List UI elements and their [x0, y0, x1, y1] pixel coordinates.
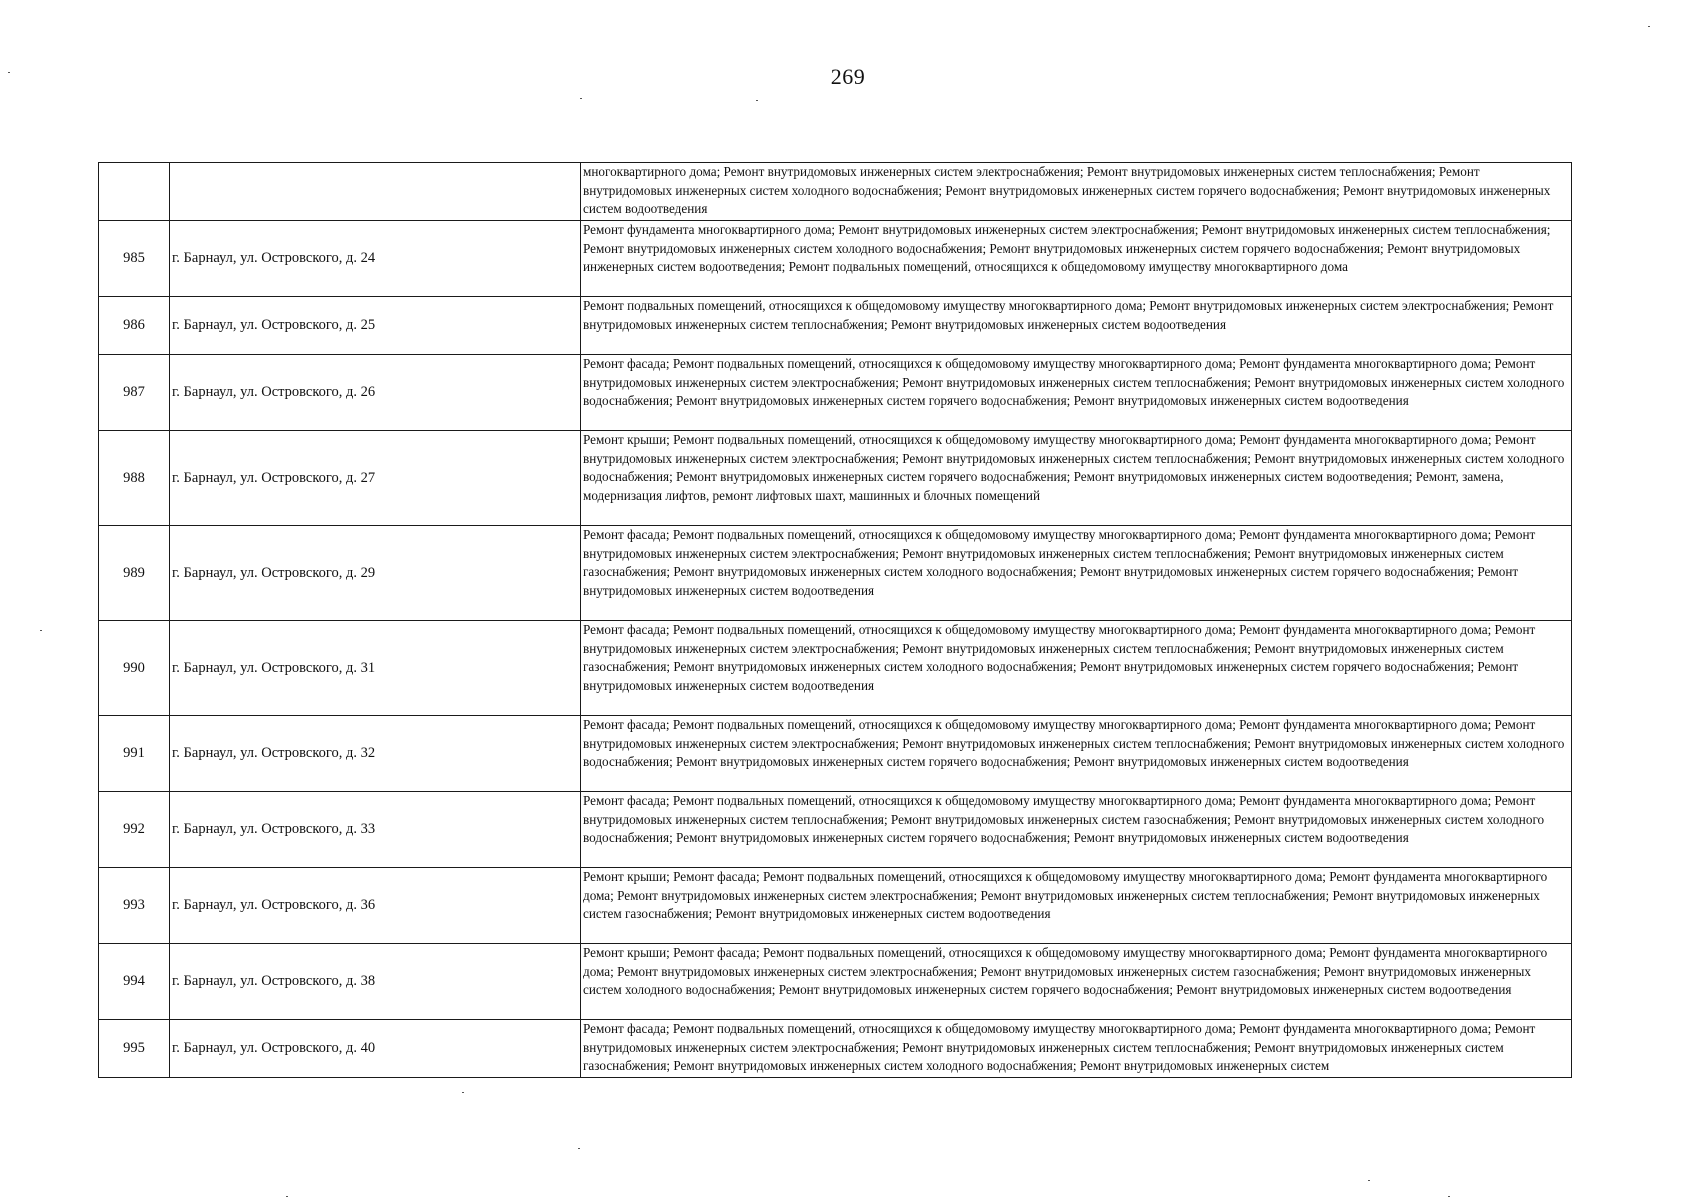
row-works: Ремонт крыши; Ремонт фасада; Ремонт подвальных помещений, относящихся к общедомовому имуществу многоквартирного дома; Ремонт фундамента многоквартирного дома; Ремонт внутридомовых инженерных систем электроснабжения; Ремонт внутридомовых инженерных систем теплоснабжения; Ремонт внутридомовых инженерных систем газоснабжения; Ремонт внутридомовых инженерных систем водоотведения	[581, 868, 1572, 944]
repair-register-table	[98, 162, 1572, 1078]
row-number: 992	[99, 792, 170, 868]
row-works: Ремонт подвальных помещений, относящихся к общедомовому имуществу многоквартирного дома; Ремонт внутридомовых инженерных систем электроснабжения; Ремонт внутридомовых инженерных систем теплоснабжения; Ремонт внутридомовых инженерных систем водоотведения	[581, 297, 1572, 355]
row-works: Ремонт крыши; Ремонт подвальных помещений, относящихся к общедомовому имуществу многоквартирного дома; Ремонт фундамента многоквартирного дома; Ремонт внутридомовых инженерных систем электроснабжения; Ремонт внутридомовых инженерных систем теплоснабжения; Ремонт внутридомовых инженерных систем холодного водоснабжения; Ремонт внутридомовых инженерных систем горячего водоснабжения; Ремонт внутридомовых инженерных систем водоотведения; Ремонт, замена, модернизация лифтов, ремонт лифтовых шахт, машинных и блочных помещений	[581, 431, 1572, 526]
row-number: 987	[99, 355, 170, 431]
scan-speck	[286, 1196, 288, 1197]
row-number: 991	[99, 716, 170, 792]
row-works: Ремонт фасада; Ремонт подвальных помещений, относящихся к общедомовому имуществу многоквартирного дома; Ремонт фундамента многоквартирного дома; Ремонт внутридомовых инженерных систем электроснабжения; Ремонт внутридомовых инженерных систем теплоснабжения; Ремонт внутридомовых инженерных систем газоснабжения; Ремонт внутридомовых инженерных систем холодного водоснабжения; Ремонт внутридомовых инженерных систем	[581, 1020, 1572, 1078]
row-address	[170, 163, 581, 221]
table-row	[99, 716, 1572, 792]
row-works: многоквартирного дома; Ремонт внутридомовых инженерных систем электроснабжения; Ремонт внутридомовых инженерных систем теплоснабжения; Ремонт внутридомовых инженерных систем холодного водоснабжения; Ремонт внутридомовых инженерных систем горячего водоснабжения; Ремонт внутридомовых инженерных систем водоотведения	[581, 163, 1572, 221]
table-row	[99, 621, 1572, 716]
row-address: г. Барнаул, ул. Островского, д. 25	[170, 297, 581, 355]
row-works: Ремонт фасада; Ремонт подвальных помещений, относящихся к общедомовому имуществу многоквартирного дома; Ремонт фундамента многоквартирного дома; Ремонт внутридомовых инженерных систем электроснабжения; Ремонт внутридомовых инженерных систем теплоснабжения; Ремонт внутридомовых инженерных систем газоснабжения; Ремонт внутридомовых инженерных систем холодного водоснабжения; Ремонт внутридомовых инженерных систем горячего водоснабжения; Ремонт внутридомовых инженерных систем водоотведения	[581, 621, 1572, 716]
row-address: г. Барнаул, ул. Островского, д. 33	[170, 792, 581, 868]
row-works: Ремонт фасада; Ремонт подвальных помещений, относящихся к общедомовому имуществу многоквартирного дома; Ремонт фундамента многоквартирного дома; Ремонт внутридомовых инженерных систем электроснабжения; Ремонт внутридомовых инженерных систем теплоснабжения; Ремонт внутридомовых инженерных систем газоснабжения; Ремонт внутридомовых инженерных систем холодного водоснабжения; Ремонт внутридомовых инженерных систем горячего водоснабжения; Ремонт внутридомовых инженерных систем водоотведения	[581, 526, 1572, 621]
row-address: г. Барнаул, ул. Островского, д. 31	[170, 621, 581, 716]
row-number	[99, 163, 170, 221]
table-row	[99, 1020, 1572, 1078]
table-row	[99, 355, 1572, 431]
scan-speck	[580, 98, 582, 99]
row-number: 989	[99, 526, 170, 621]
table-row	[99, 221, 1572, 297]
table-row	[99, 431, 1572, 526]
row-works: Ремонт крыши; Ремонт фасада; Ремонт подвальных помещений, относящихся к общедомовому имуществу многоквартирного дома; Ремонт фундамента многоквартирного дома; Ремонт внутридомовых инженерных систем электроснабжения; Ремонт внутридомовых инженерных систем газоснабжения; Ремонт внутридомовых инженерных систем холодного водоснабжения; Ремонт внутридомовых инженерных систем горячего водоснабжения; Ремонт внутридомовых инженерных систем водоотведения	[581, 944, 1572, 1020]
row-number: 993	[99, 868, 170, 944]
row-works: Ремонт фундамента многоквартирного дома; Ремонт внутридомовых инженерных систем электроснабжения; Ремонт внутридомовых инженерных систем теплоснабжения; Ремонт внутридомовых инженерных систем холодного водоснабжения; Ремонт внутридомовых инженерных систем горячего водоснабжения; Ремонт внутридомовых инженерных систем водоотведения; Ремонт подвальных помещений, относящихся к общедомовому имуществу многоквартирного дома	[581, 221, 1572, 297]
row-address: г. Барнаул, ул. Островского, д. 32	[170, 716, 581, 792]
table-row	[99, 163, 1572, 221]
row-works: Ремонт фасада; Ремонт подвальных помещений, относящихся к общедомовому имуществу многоквартирного дома; Ремонт фундамента многоквартирного дома; Ремонт внутридомовых инженерных систем электроснабжения; Ремонт внутридомовых инженерных систем теплоснабжения; Ремонт внутридомовых инженерных систем холодного водоснабжения; Ремонт внутридомовых инженерных систем горячего водоснабжения; Ремонт внутридомовых инженерных систем водоотведения	[581, 355, 1572, 431]
scan-speck	[1368, 1180, 1370, 1181]
row-works: Ремонт фасада; Ремонт подвальных помещений, относящихся к общедомовому имуществу многоквартирного дома; Ремонт фундамента многоквартирного дома; Ремонт внутридомовых инженерных систем теплоснабжения; Ремонт внутридомовых инженерных систем газоснабжения; Ремонт внутридомовых инженерных систем холодного водоснабжения; Ремонт внутридомовых инженерных систем горячего водоснабжения; Ремонт внутридомовых инженерных систем водоотведения	[581, 792, 1572, 868]
table-row	[99, 297, 1572, 355]
scan-speck	[756, 100, 758, 101]
row-address: г. Барнаул, ул. Островского, д. 36	[170, 868, 581, 944]
row-address: г. Барнаул, ул. Островского, д. 38	[170, 944, 581, 1020]
row-number: 990	[99, 621, 170, 716]
row-address: г. Барнаул, ул. Островского, д. 26	[170, 355, 581, 431]
row-number: 995	[99, 1020, 170, 1078]
scan-speck	[1448, 1196, 1450, 1197]
scan-speck	[8, 72, 10, 73]
scan-speck	[40, 630, 42, 631]
table-row	[99, 792, 1572, 868]
scan-speck	[578, 1148, 580, 1149]
row-number: 985	[99, 221, 170, 297]
scan-speck	[462, 1092, 464, 1093]
row-address: г. Барнаул, ул. Островского, д. 27	[170, 431, 581, 526]
row-address: г. Барнаул, ул. Островского, д. 29	[170, 526, 581, 621]
table-row	[99, 944, 1572, 1020]
table-row	[99, 526, 1572, 621]
table-row	[99, 868, 1572, 944]
row-address: г. Барнаул, ул. Островского, д. 24	[170, 221, 581, 297]
row-number: 994	[99, 944, 170, 1020]
row-address: г. Барнаул, ул. Островского, д. 40	[170, 1020, 581, 1078]
scan-speck	[1648, 26, 1650, 27]
row-works: Ремонт фасада; Ремонт подвальных помещений, относящихся к общедомовому имуществу многоквартирного дома; Ремонт фундамента многоквартирного дома; Ремонт внутридомовых инженерных систем электроснабжения; Ремонт внутридомовых инженерных систем теплоснабжения; Ремонт внутридомовых инженерных систем холодного водоснабжения; Ремонт внутридомовых инженерных систем горячего водоснабжения; Ремонт внутридомовых инженерных систем водоотведения	[581, 716, 1572, 792]
row-number: 988	[99, 431, 170, 526]
row-number: 986	[99, 297, 170, 355]
page-number: 269	[830, 64, 866, 89]
